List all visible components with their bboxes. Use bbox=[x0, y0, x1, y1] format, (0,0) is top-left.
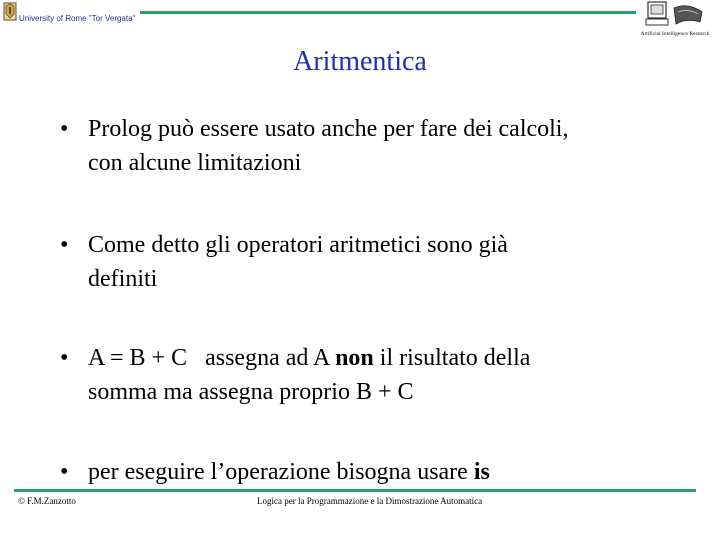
bullet-3-line-1 bbox=[88, 342, 688, 374]
bullet-3-text-b: il risultato della bbox=[373, 345, 531, 371]
bullet-2-line-1: Come detto gli operatori aritmetici sono già bbox=[88, 232, 508, 258]
bullet-4-text: per eseguire l’operazione bisogna usare bbox=[88, 459, 474, 485]
university-name: University of Rome "Tor Vergata" bbox=[19, 14, 136, 23]
footer-course: Logica per la Programmazione e la Dimostrazione Automatica bbox=[257, 496, 483, 506]
bullet-dot-icon: • bbox=[60, 345, 69, 371]
bullet-3-text-a: A = B + C assegna ad A bbox=[88, 345, 336, 371]
bullet-4-bold: is bbox=[473, 459, 490, 485]
ai-research-logo-icon bbox=[640, 0, 710, 40]
ai-research-logo-text: Artificial Intelligence Research bbox=[640, 31, 710, 37]
bullet-3-line-2: somma ma assegna proprio B + C bbox=[88, 379, 414, 405]
bullet-4-line-1 bbox=[88, 456, 688, 488]
university-crest-icon bbox=[3, 2, 17, 22]
bullet-dot-icon: • bbox=[60, 232, 69, 258]
bullet-2-line-2: definiti bbox=[88, 266, 158, 292]
bullet-1-line-2: con alcune limitazioni bbox=[88, 150, 302, 176]
footer-divider bbox=[14, 489, 696, 492]
bullet-dot-icon: • bbox=[60, 116, 69, 142]
bullet-3-bold: non bbox=[335, 345, 374, 371]
bullet-1-line-1: Prolog può essere usato anche per fare dei calcoli, bbox=[88, 116, 569, 142]
footer-author: © F.M.Zanzotto bbox=[18, 496, 76, 506]
slide-title: Aritmentica bbox=[293, 46, 427, 77]
bullet-dot-icon: • bbox=[60, 459, 69, 485]
header-divider bbox=[140, 11, 636, 14]
